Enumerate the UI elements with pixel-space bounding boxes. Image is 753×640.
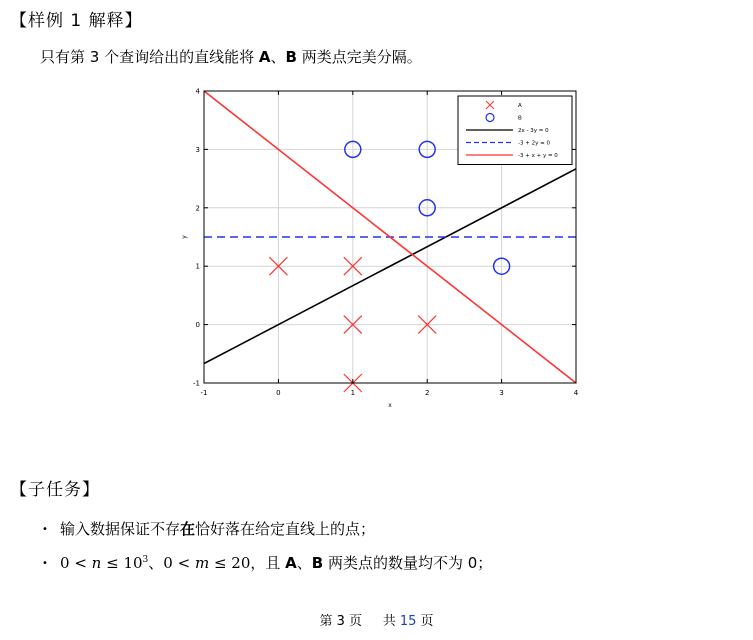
class-b-label: B <box>311 554 324 572</box>
legend-label: B <box>518 115 522 122</box>
bullet1-bold: 在 <box>180 520 196 538</box>
math-le-1: ≤ <box>101 554 124 572</box>
bullet-dot-icon: • <box>42 524 48 535</box>
page-footer <box>0 610 753 629</box>
y-tick-label: 3 <box>195 145 200 154</box>
bullet1-post: 恰好落在给定直线上的点； <box>195 520 376 538</box>
scatter-plot <box>176 82 596 422</box>
page-pre: 第 <box>319 614 337 629</box>
math-twenty: 20 <box>231 554 251 572</box>
plot-legend <box>458 96 572 165</box>
section-title: 【样例 1 解释】 <box>10 11 143 31</box>
x-tick-label: 4 <box>573 389 579 397</box>
total-pre: 共 <box>382 614 400 629</box>
x-tick-label: -1 <box>200 389 208 397</box>
explanation-pre: 只有第 3 个查询给出的直线能将 <box>40 48 259 66</box>
math-lt-2: < <box>172 554 195 572</box>
math-exp: 3 <box>142 555 149 565</box>
math-m: m <box>194 554 210 572</box>
math-n: n <box>91 554 102 572</box>
legend-label: 2x - 3y = 0 <box>518 128 549 134</box>
explanation-post: 两类点完美分隔。 <box>296 48 422 66</box>
math-zero-2: 0 <box>163 554 173 572</box>
y-axis-label: y <box>181 235 188 239</box>
x-tick-label: 1 <box>350 389 356 397</box>
x-tick-label: 2 <box>424 389 430 397</box>
bullet2-comma: 、 <box>148 554 164 572</box>
legend-label: -3 + 2y = 0 <box>518 140 550 147</box>
math-ten: 10 <box>123 554 143 572</box>
total-post: 页 <box>416 614 434 629</box>
x-tick-label: 3 <box>499 389 504 397</box>
math-lt-1: < <box>69 554 92 572</box>
page-post: 页 <box>344 614 363 629</box>
bullet-dot-icon: • <box>42 558 48 569</box>
subtask-title: 【子任务】 <box>10 480 100 500</box>
legend-label: A <box>518 103 522 109</box>
explanation-text <box>40 46 422 67</box>
bullet2-post: 两类点的数量均不为 0； <box>323 554 493 572</box>
class-a-label: A <box>258 48 271 66</box>
y-tick-label: 1 <box>195 262 200 271</box>
y-tick-label: -1 <box>193 379 200 388</box>
bullet-item-2 <box>42 552 492 573</box>
y-tick-label: 2 <box>195 204 200 213</box>
bullet-item-1 <box>42 518 375 539</box>
bullet2-sep: 、 <box>296 554 312 572</box>
bullet1-pre: 输入数据保证不存 <box>60 520 181 538</box>
math-le-2: ≤ <box>209 554 232 572</box>
y-tick-label: 0 <box>195 321 200 330</box>
bullet2-mid: ，且 <box>250 554 286 572</box>
legend-label: -3 + x + y = 0 <box>518 153 558 159</box>
x-tick-label: 0 <box>276 389 281 397</box>
class-a-label: A <box>285 554 297 572</box>
math-zero-1: 0 <box>60 554 70 572</box>
page-number: 3 <box>336 614 345 629</box>
explanation-sep: 、 <box>270 48 286 66</box>
y-tick-label: 4 <box>195 87 200 96</box>
class-b-label: B <box>285 48 297 66</box>
x-axis-label: x <box>388 402 392 409</box>
total-pages: 15 <box>399 614 417 629</box>
